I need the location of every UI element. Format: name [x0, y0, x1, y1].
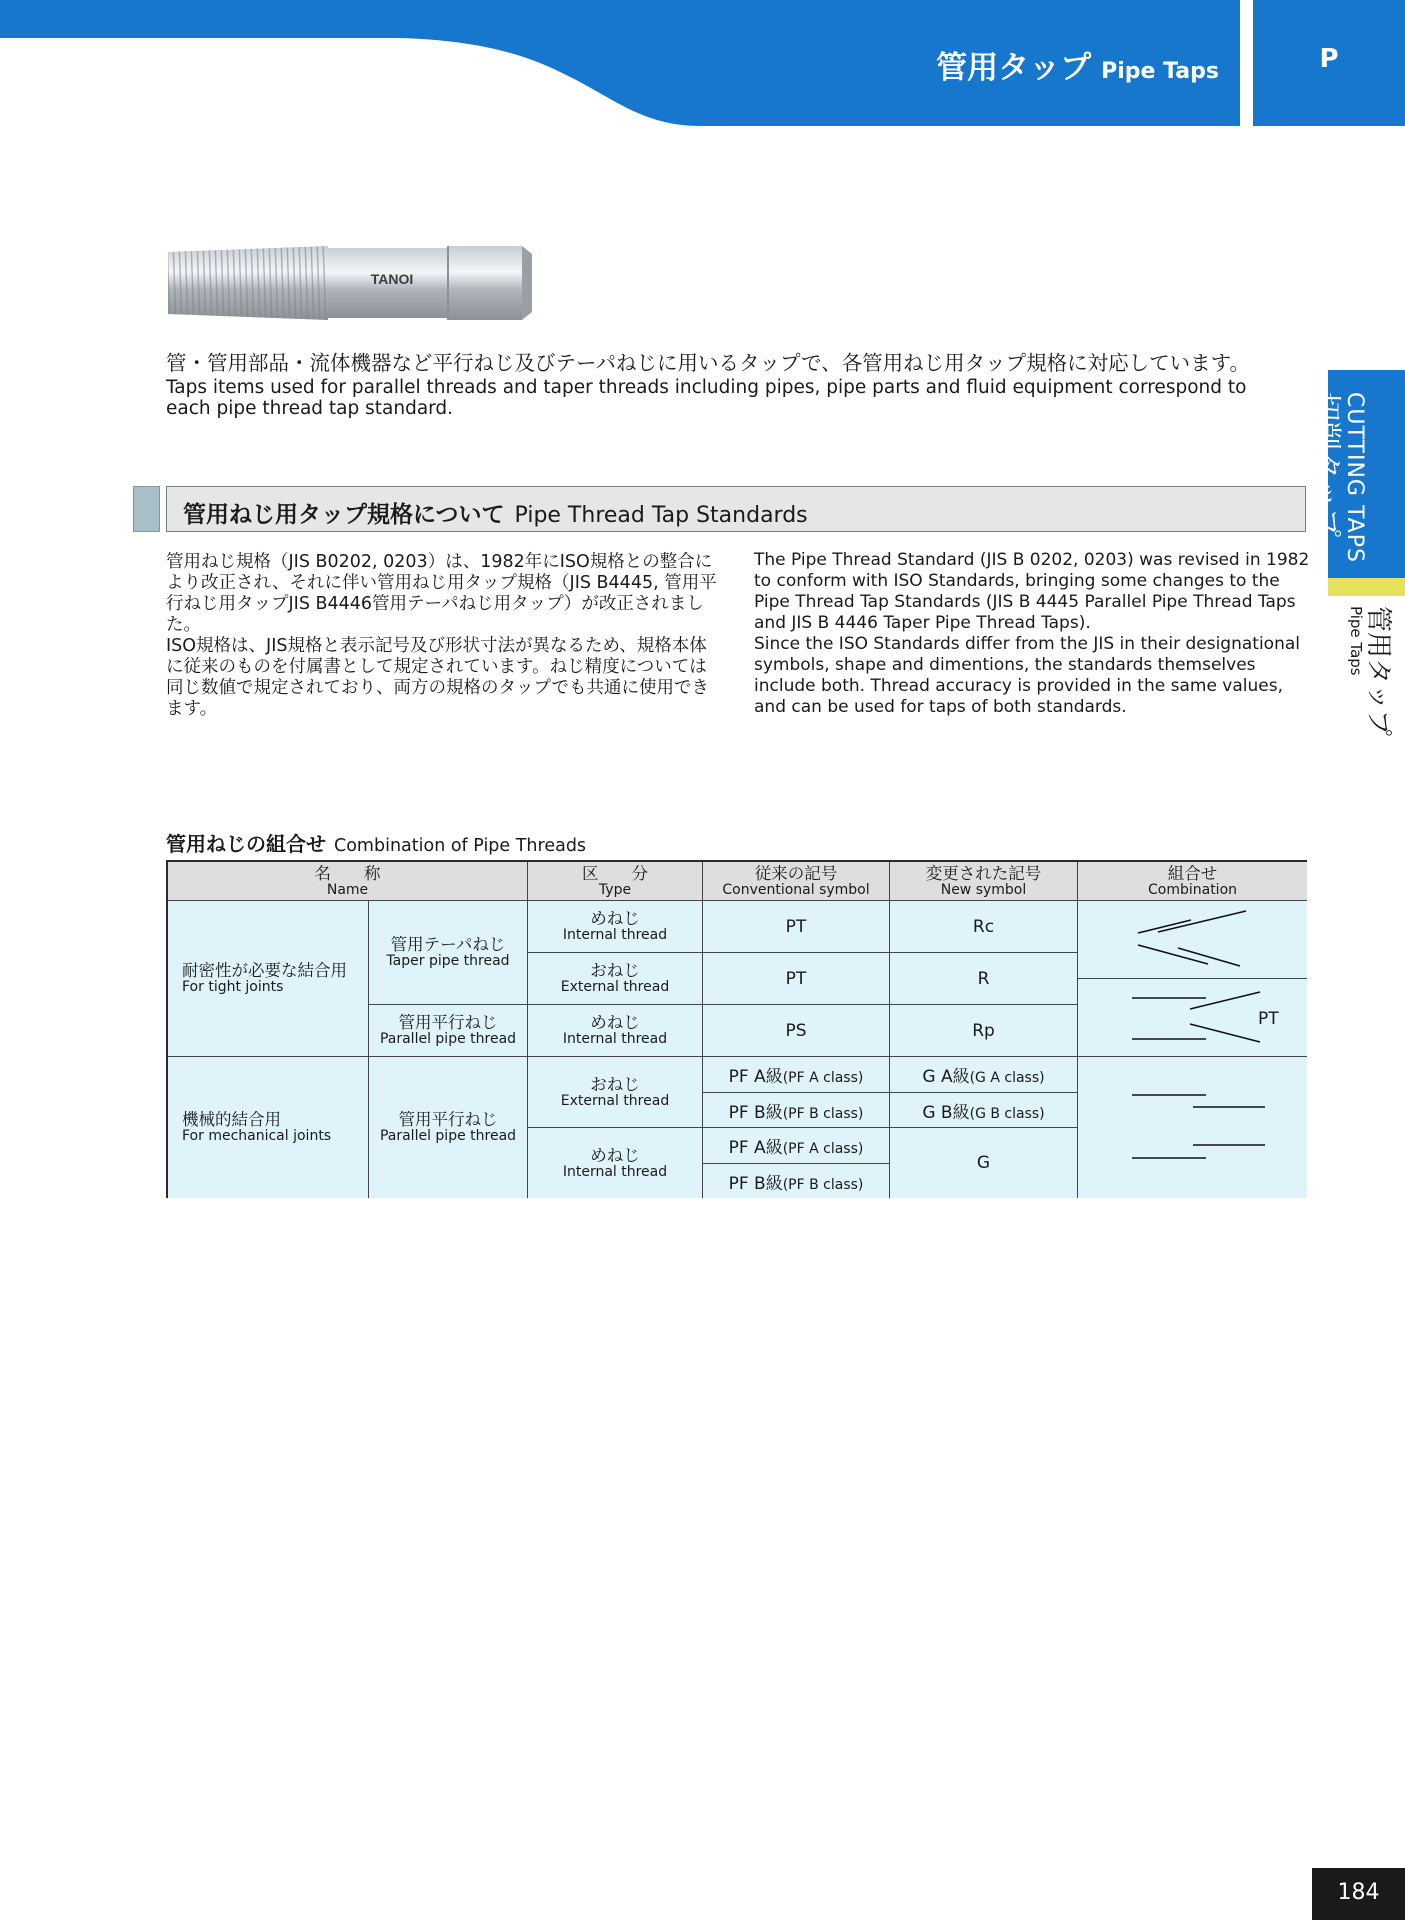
parallel1-jp: 管用平行ねじ [398, 1013, 498, 1032]
section-body-en [754, 550, 1314, 718]
side-category-label [1312, 392, 1366, 563]
external-en: External thread [560, 1092, 670, 1109]
page-title [936, 42, 1219, 87]
section-heading-jp: 管用ねじ用タップ規格について [183, 502, 505, 528]
side-category-en: CUTTING TAPS [1342, 392, 1367, 563]
page-number: 184 [1312, 1868, 1405, 1920]
conv-r2: PT [785, 968, 807, 989]
intro-text-en: Taps items used for parallel threads and taper threads including pipes, pipe parts and fluid equipment correspond to each pipe thread tap standard. [166, 377, 1247, 419]
group-mech-jp: 機械的結合用 [182, 1110, 281, 1129]
conv-r3: PS [785, 1020, 807, 1041]
page-title-en: Pipe Taps [1101, 59, 1219, 84]
header-type-en: Type [598, 881, 632, 898]
g-b-label: G B級 [922, 1102, 970, 1123]
g-a-label: G A級 [922, 1067, 970, 1087]
taper-jp: 管用テーパねじ [390, 935, 506, 954]
section-body-jp [166, 552, 722, 720]
internal-en: Internal thread [562, 927, 668, 943]
header-combo-jp: 組合せ [1167, 863, 1218, 883]
page-title-jp: 管用タップ [936, 50, 1092, 86]
table-title-jp: 管用ねじの組合せ [166, 832, 326, 856]
combination-diagrams [168, 862, 1307, 1198]
section-heading-marker [133, 486, 160, 532]
new-r1: Rc [972, 916, 995, 937]
section-letter: P [1319, 44, 1339, 74]
header-new-jp: 変更された記号 [925, 863, 1042, 883]
section-heading [166, 486, 1306, 532]
pf-b-class: (PF B class) [782, 1176, 864, 1193]
g-label: G [976, 1153, 991, 1173]
group-tight-jp: 耐密性が必要な結合用 [182, 961, 347, 980]
header-type-jp: 区 分 [582, 863, 648, 883]
side-subcategory-label [1348, 606, 1392, 736]
side-sub-jp: 管用タップ [1363, 606, 1393, 737]
header-combo-en: Combination [1147, 881, 1238, 898]
pf-a-class: (PF A class) [782, 1141, 864, 1157]
internal-en: Internal thread [562, 1163, 668, 1180]
table-title-en: Combination of Pipe Threads [334, 836, 587, 856]
internal-jp: めねじ [590, 909, 640, 928]
parallel2-en: Parallel pipe thread [379, 1128, 517, 1144]
header-conv-jp: 従来の記号 [754, 863, 838, 883]
intro-text-jp: 管・管用部品・流体機器など平行ねじ及びテーパねじに用いるタップで、各管用ねじ用タップ規格に対応しています。 [166, 351, 1251, 375]
section-en-paragraph-2: Since the ISO Standards differ from the JIS in their designational symbols, shape and dimentions, the standards themselves include both. Thread accuracy is provided in the same values, and can be used for taps of both standards. [754, 634, 1300, 717]
pf-b-label: PF B級 [728, 1102, 783, 1123]
g-b-class: (G B class) [969, 1105, 1045, 1122]
header-conv-en: Conventional symbol [722, 881, 870, 898]
section-heading-en: Pipe Thread Tap Standards [514, 503, 808, 528]
pipe-tap-image [166, 240, 536, 328]
side-sub-en: Pipe Taps [1347, 606, 1365, 676]
header-new-en: New symbol [940, 881, 1027, 898]
group-mech-en: For mechanical joints [182, 1128, 332, 1144]
pf-a-label: PF A級 [728, 1067, 783, 1087]
section-jp-paragraph-1: 管用ねじ規格（JIS B0202, 0203）は、1982年にISO規格との整合により改正され、それに伴い管用ねじ用タップ規格（JIS B4445, 管用平行ねじ用タップJIS B4446管用テーパねじ用タップ）が改正されました。 [166, 552, 717, 635]
pf-a-label: PF A級 [728, 1138, 783, 1158]
internal-en: Internal thread [562, 1031, 668, 1047]
header-name-en: Name [326, 881, 369, 898]
side-accent-bar [1328, 578, 1405, 596]
table-title [166, 828, 586, 857]
parallel2-jp: 管用平行ねじ [398, 1110, 498, 1129]
conv-r1: PT [785, 916, 807, 937]
pf-b-class: (PF B class) [782, 1105, 864, 1122]
external-jp: おねじ [590, 1074, 640, 1094]
side-category-jp: 切削タップ [1310, 392, 1344, 538]
external-en: External thread [560, 979, 670, 995]
group-tight-en: For tight joints [182, 979, 284, 995]
external-jp: おねじ [590, 961, 640, 980]
section-jp-paragraph-2: ISO規格は、JIS規格と表示記号及び形状寸法が異なるため、規格本体に従来のものを付属書として規定されています。ねじ精度については同じ数値で規定されており、両方の規格のタップでも共通に使用できます。 [166, 636, 710, 719]
g-a-class: (G A class) [969, 1070, 1045, 1086]
new-r3: Rp [972, 1020, 995, 1041]
pipe-thread-combination-table [166, 860, 1307, 1198]
taper-en: Taper pipe thread [386, 953, 510, 969]
pf-b-label: PF B級 [728, 1173, 783, 1194]
header-name-jp: 名 称 [314, 863, 381, 883]
new-r2: R [977, 968, 990, 989]
internal-jp: めねじ [590, 1145, 640, 1165]
pf-a-class: (PF A class) [782, 1070, 864, 1086]
product-brand-label: TANOI [370, 271, 414, 287]
combination-pt-label: PT [1258, 1009, 1279, 1029]
internal-jp: めねじ [590, 1013, 640, 1032]
section-en-paragraph-1: The Pipe Thread Standard (JIS B 0202, 0203) was revised in 1982 to conform with ISO Standards, bringing some changes to the Pipe Thread Tap Standards (JIS B 4445 Parallel Pipe Thread Taps and JIS B 4446 Taper Pipe Thread Taps). [754, 550, 1310, 633]
parallel1-en: Parallel pipe thread [379, 1031, 517, 1047]
